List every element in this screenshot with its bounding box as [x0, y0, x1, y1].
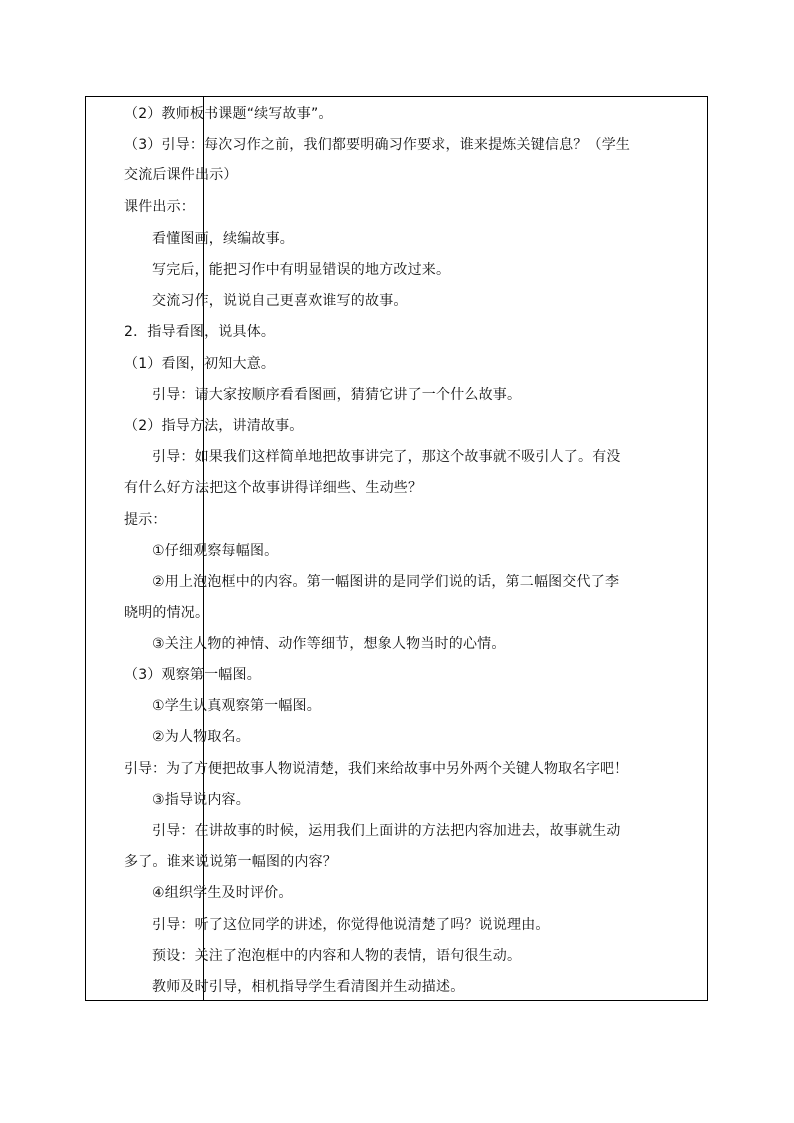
text-line: ①学生认真观察第一幅图。	[152, 698, 321, 714]
text-line: （1）看图，初知大意。	[124, 356, 276, 372]
text-line: 预设：关注了泡泡框中的内容和人物的表情，语句很生动。	[152, 948, 522, 964]
text-line: （2）指导方法，讲清故事。	[124, 418, 304, 434]
text-line: 教师及时引导，相机指导学生看清图并生动描述。	[152, 979, 465, 995]
text-line: ②用上泡泡框中的内容。第一幅图讲的是同学们说的话，第二幅图交代了李	[152, 574, 620, 590]
text-line: （3）引导：每次习作之前，我们都要明确习作要求，谁来提炼关键信息？（学生	[124, 137, 631, 153]
text-line: ③指导说内容。	[152, 792, 250, 808]
text-line: 交流后课件出示）	[124, 167, 238, 183]
text-line: 引导：请大家按顺序看看图画，猜猜它讲了一个什么故事。	[152, 387, 522, 403]
text-line: 课件出示：	[124, 199, 195, 215]
text-line: ①仔细观察每幅图。	[152, 543, 279, 559]
text-line: 引导：如果我们这样简单地把故事讲完了，那这个故事就不吸引人了。有没	[152, 449, 621, 465]
text-line: ③关注人物的神情、动作等细节，想象人物当时的心情。	[152, 636, 506, 652]
text-line: 看懂图画，续编故事。	[152, 231, 294, 247]
text-line: 多了。谁来说说第一幅图的内容？	[124, 854, 337, 870]
text-line: 提示：	[124, 512, 167, 528]
text-line: （2）教师板书课题“续写故事”。	[124, 106, 333, 122]
text-line: 晓明的情况。	[124, 605, 210, 621]
text-line: ②为人物取名。	[152, 729, 250, 745]
text-line: 引导：在讲故事的时候，运用我们上面讲的方法把内容加进去，故事就生动	[152, 823, 621, 839]
text-line: 交流习作，说说自己更喜欢谁写的故事。	[152, 293, 408, 309]
text-line: 写完后，能把习作中有明显错误的地方改过来。	[152, 262, 451, 278]
text-line: 2．指导看图，说具体。	[124, 324, 276, 340]
text-line: （3）观察第一幅图。	[124, 667, 261, 683]
text-line: 有什么好方法把这个故事讲得详细些、生动些？	[124, 480, 423, 496]
text-line: 引导：为了方便把故事人物说清楚，我们来给故事中另外两个关键人物取名字吧！	[124, 761, 628, 777]
text-line: ④组织学生及时评价。	[152, 885, 293, 901]
text-line: 引导：听了这位同学的讲述，你觉得他说清楚了吗？说说理由。	[152, 917, 550, 933]
